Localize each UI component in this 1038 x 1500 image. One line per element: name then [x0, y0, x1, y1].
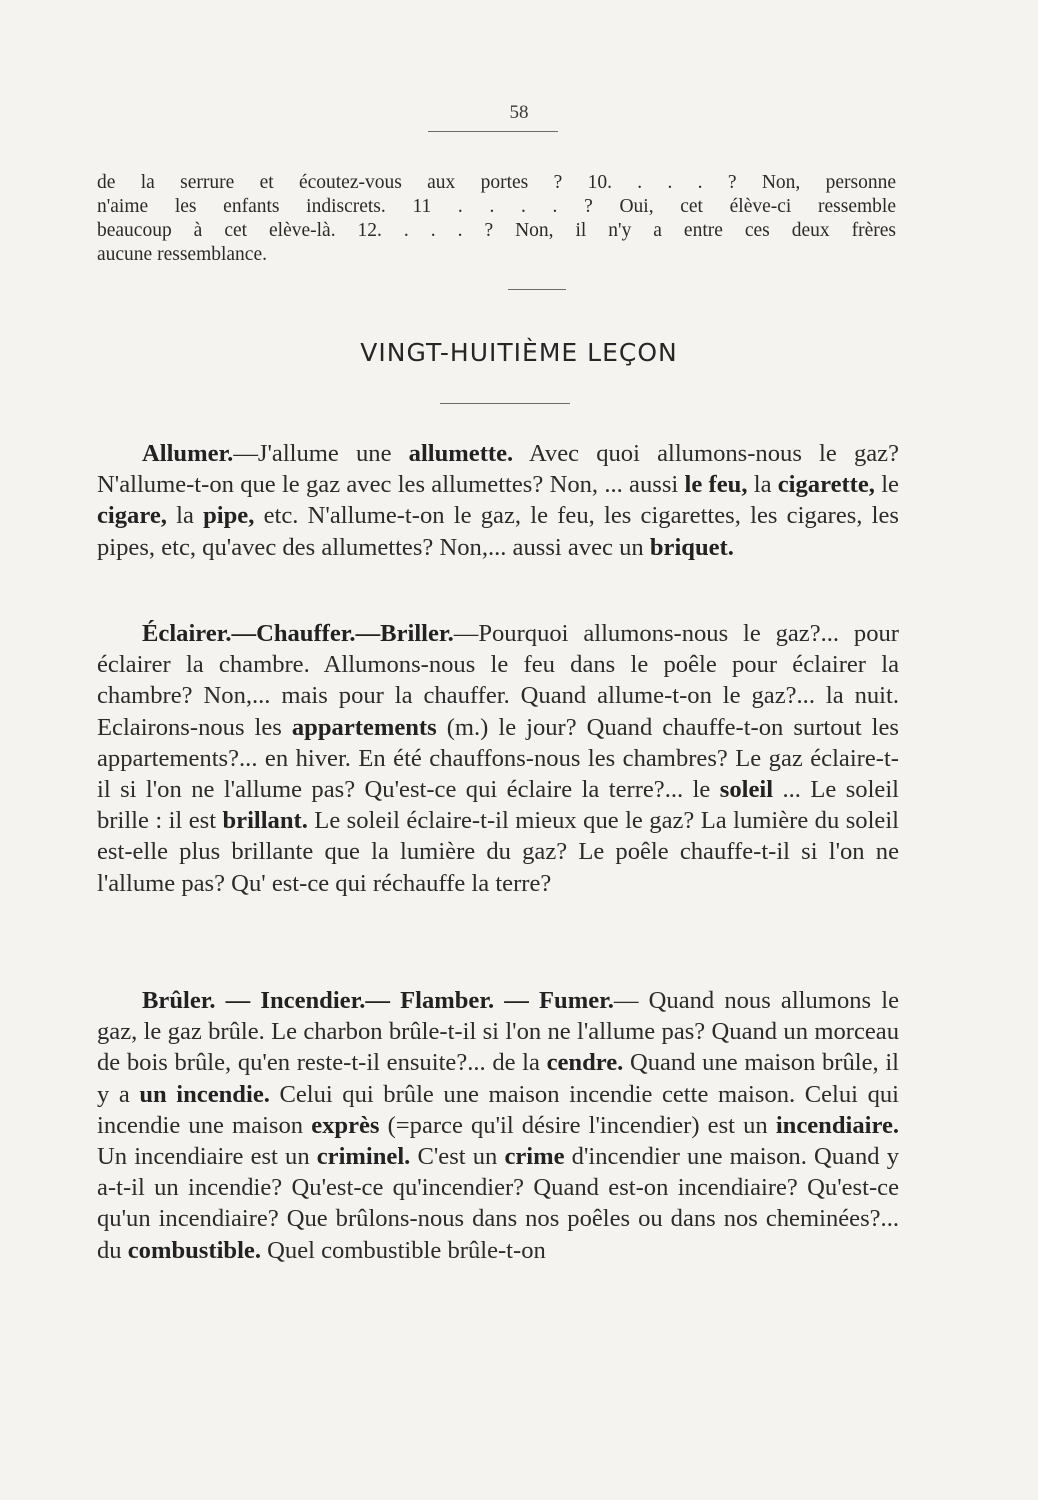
text-run: d'incendier une maison. Quand y a-t-il un incendie? Qu'est-ce qu'incendier? Quand est-on incendiaire? Qu'est-ce qu'un incendiaire? Que brûlons-nous dans nos poêles ou dans nos cheminées?... du — [97, 1143, 899, 1264]
keyword: cigare, — [97, 502, 167, 530]
paragraph-allumer — [97, 438, 899, 563]
paragraph-eclairer — [97, 618, 899, 899]
keyword: allumette. — [408, 440, 514, 467]
section-rule — [508, 289, 566, 290]
intro-line: n'aime les enfants indiscrets. 11 . . . . ? Oui, cet élève-ci ressemble — [97, 196, 896, 217]
keyword: combustible. — [127, 1236, 261, 1264]
intro-line: beaucoup à cet elève-là. 12. . . . ? Non, il n'y a entre ces deux frères — [97, 220, 896, 241]
header-rule — [428, 131, 558, 132]
keyword: cigarette, — [777, 471, 875, 499]
keyword: crime — [504, 1143, 565, 1171]
lesson-title: VINGT-HUITIÈME LEÇON — [360, 338, 678, 367]
text-run: le — [874, 471, 899, 499]
text-run: Le soleil éclaire-t-il mieux que le gaz? La lumière du soleil est-elle plus brillante que la lumière du gaz? Le poêle chauffe-t-il si l'on ne l'allume pas? Qu' est-ce qui réchauffe la terre? — [97, 807, 899, 897]
text-run: —J'allume une — [233, 440, 409, 467]
keyword: un incendie. — [139, 1080, 270, 1108]
keyword: criminel. — [316, 1143, 411, 1171]
text-run: Quel combustible brûle-t-on — [260, 1236, 546, 1264]
text-run: Un incendiaire est un — [97, 1143, 317, 1171]
text-run: ... Le soleil brille : il est — [97, 776, 899, 835]
keyword: brillant. — [222, 807, 308, 835]
keyword: cendre. — [546, 1049, 624, 1077]
keyword: soleil — [719, 776, 774, 804]
text-run: — Quand nous allumons le gaz, le gaz brûle. Le charbon brûle-t-il si l'on ne l'allume pas? Quand un morceau de bois brûle, qu'en reste-t-il ensuite?... de la — [97, 987, 899, 1077]
text-run: la — [747, 471, 778, 499]
keyword: le feu, — [684, 471, 748, 499]
text-run: Celui qui brûle une maison incendie cette maison. Celui qui incendie une maison — [97, 1080, 899, 1139]
text-run: —Pourquoi allumons-nous le gaz?... pour éclairer la chambre. Allumons-nous le feu dans le poêle pour éclairer la chambre? Non,... mais pour la chauffer. Quand allume-t-on le gaz?... la nuit. Eclairons-nous les — [97, 620, 899, 741]
text-run: etc. N'allume-t-on le gaz, le feu, les cigarettes, les cigares, les pipes, etc, qu'avec des allumettes? Non,... aussi avec un — [97, 502, 900, 561]
keyword: Éclairer.—Chauffer.—Briller. — [142, 620, 454, 647]
text-run: (=parce qu'il désire l'incendier) est un — [379, 1111, 776, 1139]
keyword: Allumer. — [142, 440, 234, 467]
keyword: pipe, — [203, 502, 255, 530]
keyword: incendiaire. — [775, 1111, 900, 1139]
paragraph-bruler — [97, 985, 899, 1266]
keyword: Brûler. — Incendier.— Flamber. — Fumer. — [142, 987, 614, 1014]
keyword: exprès — [311, 1111, 380, 1139]
page-number: 58 — [509, 102, 529, 123]
text-run: la — [166, 502, 204, 530]
text-run: (m.) le jour? Quand chauffe-t-on surtout les appartements?... en hiver. En été chauffons-nous les chambres? Le gaz éclaire-t-il si l'on ne l'allume pas? Qu'est-ce qui éclaire la terre?... le — [97, 713, 899, 804]
keyword: appartements — [291, 713, 437, 741]
text-run: C'est un — [410, 1143, 505, 1171]
intro-line: de la serrure et écoutez-vous aux portes ? 10. . . . ? Non, personne — [97, 172, 896, 193]
keyword: briquet. — [649, 533, 734, 561]
text-run: Avec quoi allumons-nous le gaz? N'allume-t-on que le gaz avec les allumettes? Non, ... aussi — [97, 440, 899, 499]
title-rule — [440, 403, 570, 404]
intro-line: aucune ressemblance. — [97, 244, 267, 265]
text-run: Quand une maison brûle, il y a — [97, 1049, 899, 1108]
